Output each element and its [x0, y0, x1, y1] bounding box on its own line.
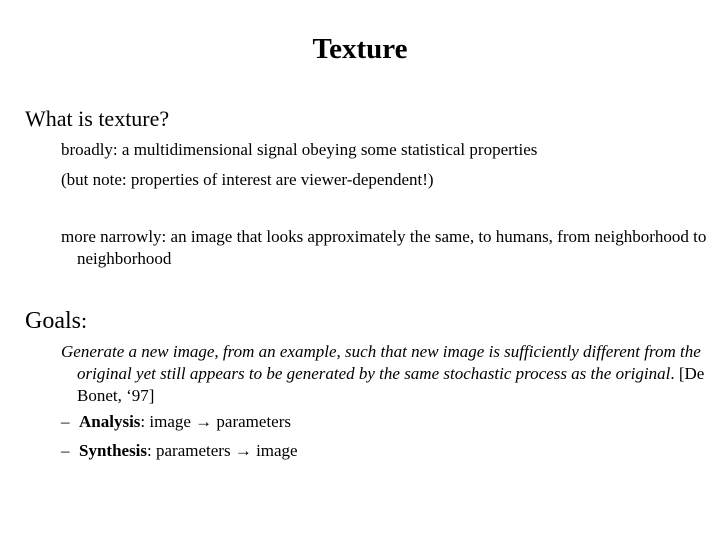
dash-marker: – — [61, 412, 70, 431]
dash-marker: – — [61, 441, 70, 460]
goals-citation: . [De Bonet, ‘97] — [77, 364, 705, 405]
goals-quote — [61, 341, 717, 407]
bullet-term: Synthesis — [79, 441, 148, 460]
bullet-text: : image → parameters — [140, 412, 291, 431]
goals-label: Goals — [25, 308, 81, 334]
definition-narrow: more narrowly: an image that looks approximately the same, to humans, from neighborhood to neighborhood — [61, 227, 707, 268]
goals-heading — [25, 308, 87, 334]
goals-bullet-synthesis — [61, 440, 298, 462]
bullet-text: : parameters → image — [147, 441, 298, 460]
goals-bullet-analysis — [61, 411, 291, 433]
bullet-term: Analysis — [79, 412, 141, 431]
question-heading: What is texture? — [25, 106, 170, 131]
goals-colon: : — [81, 308, 88, 333]
goals-quote-text: Generate a new image, from an example, such that new image is sufficiently different from the original yet still appears to be generated by the same stochastic process as the original — [61, 342, 701, 383]
slide-title: Texture — [312, 33, 408, 65]
definition-broad: broadly: a multidimensional signal obeying some statistical properties — [61, 140, 538, 159]
definition-note: (but note: properties of interest are viewer-dependent!) — [61, 170, 434, 189]
